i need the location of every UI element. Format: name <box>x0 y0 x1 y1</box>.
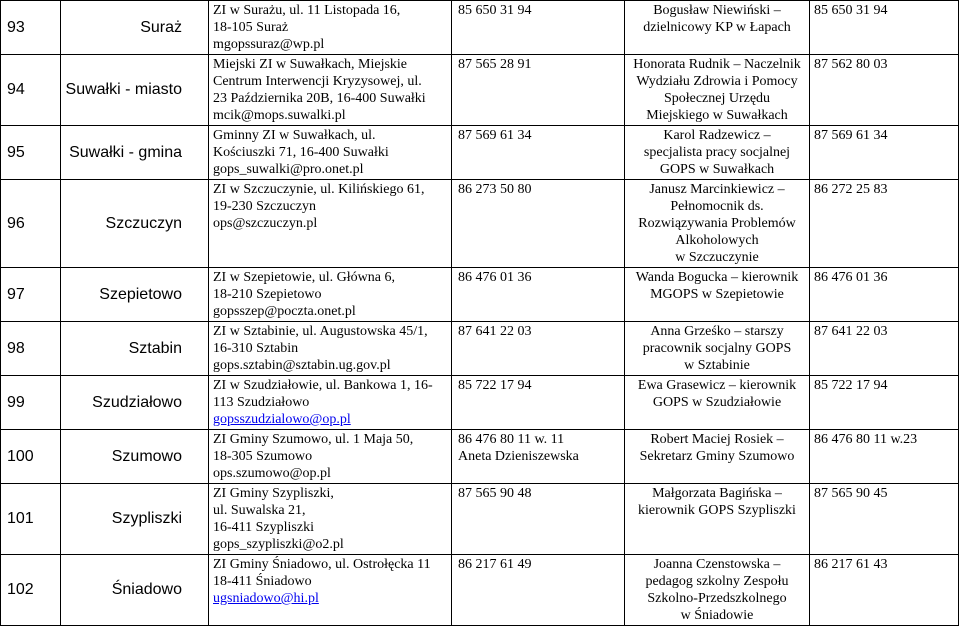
address-cell <box>209 430 452 484</box>
contact-line: Miejskiego w Suwałkach <box>646 108 788 123</box>
table-row <box>1 126 959 180</box>
contact-line: Robert Maciej Rosiek – <box>650 432 784 447</box>
contact-person-cell <box>625 430 810 484</box>
email-link[interactable]: gopsszep@poczta.onet.pl <box>213 304 356 319</box>
row-number: 100 <box>1 430 61 484</box>
gmina-name: Szczuczyn <box>61 180 209 268</box>
contact-line: Wydziału Zdrowia i Pomocy <box>636 74 798 89</box>
address-line: Gminny ZI w Suwałkach, ul. <box>213 128 376 143</box>
row-number: 99 <box>1 376 61 430</box>
email-link[interactable]: mcik@mops.suwalki.pl <box>213 108 346 123</box>
contact-line: GOPS w Szudziałowie <box>652 395 782 410</box>
table-row <box>1 430 959 484</box>
address-line: ZI w Szczuczynie, ul. Kilińskiego 61, <box>213 182 425 197</box>
contact-line: Szkolno-Przedszkolnego <box>647 591 787 606</box>
address-line: 23 Października 20B, 16-400 Suwałki <box>213 91 426 106</box>
contact-line: Rozwiązywania Problemów <box>638 216 796 231</box>
email-link[interactable]: gops_szypliszki@o2.pl <box>213 537 344 552</box>
address-line: 18-411 Śniadowo <box>213 574 312 589</box>
address-cell <box>209 55 452 126</box>
contact-person-cell <box>625 1 810 55</box>
address-line: ZI Gminy Śniadowo, ul. Ostrołęcka 11 <box>213 557 431 572</box>
contact-phone: 87 641 22 03 <box>810 322 959 376</box>
email-link[interactable]: gopsszudzialowo@op.pl <box>213 412 351 427</box>
contact-line: Joanna Czenstowska – <box>653 557 781 572</box>
address-line: Miejski ZI w Suwałkach, Miejskie <box>213 57 408 72</box>
contact-person-cell <box>625 322 810 376</box>
contact-phone: 87 569 61 34 <box>810 126 959 180</box>
contact-line: GOPS w Suwałkach <box>659 162 775 177</box>
contact-person-cell <box>625 484 810 555</box>
phone-cell <box>452 1 625 55</box>
address-line: 19-230 Szczuczyn <box>213 199 317 214</box>
row-number: 102 <box>1 555 61 626</box>
contact-line: pracownik socjalny GOPS <box>642 341 792 356</box>
phone-number: 85 722 17 94 <box>458 378 532 393</box>
contact-line: Ewa Grasewicz – kierownik <box>637 378 797 393</box>
row-number: 97 <box>1 268 61 322</box>
address-line: ZI Gminy Szumowo, ul. 1 Maja 50, <box>213 432 414 447</box>
table-row <box>1 376 959 430</box>
contact-person-cell <box>625 55 810 126</box>
table-row <box>1 55 959 126</box>
address-cell <box>209 126 452 180</box>
address-line: Kościuszki 71, 16-400 Suwałki <box>213 145 389 160</box>
email-link[interactable]: ops@szczuczyn.pl <box>213 216 318 231</box>
phone-cell <box>452 126 625 180</box>
contact-line: Karol Radzewicz – <box>663 128 771 143</box>
contact-phone: 86 272 25 83 <box>810 180 959 268</box>
table-body <box>1 1 959 626</box>
email-link[interactable]: gops.sztabin@sztabin.ug.gov.pl <box>213 358 391 373</box>
gmina-name: Suwałki - gmina <box>61 126 209 180</box>
address-line: ZI Gminy Szypliszki, <box>213 486 334 501</box>
table-row <box>1 1 959 55</box>
contact-line: Pełnomocnik ds. <box>670 199 764 214</box>
contact-person-cell <box>625 180 810 268</box>
address-line: ul. Suwalska 21, <box>213 503 306 518</box>
contact-line: w Sztabinie <box>684 358 750 373</box>
gmina-name: Śniadowo <box>61 555 209 626</box>
contact-phone: 86 476 01 36 <box>810 268 959 322</box>
contact-person-cell <box>625 555 810 626</box>
phone-cell <box>452 180 625 268</box>
gmina-name: Sztabin <box>61 322 209 376</box>
address-line: ZI w Szepietowie, ul. Główna 6, <box>213 270 395 285</box>
contact-person-cell <box>625 376 810 430</box>
address-line: ZI w Szudziałowie, ul. Bankowa 1, 16- <box>213 378 433 393</box>
contact-phone: 86 217 61 43 <box>810 555 959 626</box>
phone-cell <box>452 55 625 126</box>
contact-person-cell <box>625 268 810 322</box>
email-link[interactable]: mgopssuraz@wp.pl <box>213 37 325 52</box>
table-row <box>1 555 959 626</box>
contact-line: Alkoholowych <box>675 233 759 248</box>
phone-number: 87 565 28 91 <box>458 57 532 72</box>
address-cell <box>209 376 452 430</box>
contact-phone: 87 562 80 03 <box>810 55 959 126</box>
phone-number: 86 217 61 49 <box>458 557 532 572</box>
address-line: 18-210 Szepietowo <box>213 287 322 302</box>
contact-line: pedagog szkolny Zespołu <box>645 574 789 589</box>
address-cell <box>209 484 452 555</box>
address-cell <box>209 180 452 268</box>
contact-phone: 85 722 17 94 <box>810 376 959 430</box>
contact-line: Społecznej Urzędu <box>663 91 771 106</box>
address-line: 18-105 Suraż <box>213 20 289 35</box>
address-cell <box>209 322 452 376</box>
contact-line: Anna Grześko – starszy <box>650 324 784 339</box>
address-line: Centrum Interwencji Kryzysowej, ul. <box>213 74 422 89</box>
contact-line: Bogusław Niewiński – <box>653 3 781 18</box>
contact-phone: 87 565 90 45 <box>810 484 959 555</box>
contact-line: Janusz Marcinkiewicz – <box>649 182 785 197</box>
contact-line: Honorata Rudnik – Naczelnik <box>633 57 801 72</box>
contact-phone: 85 650 31 94 <box>810 1 959 55</box>
phone-cell <box>452 376 625 430</box>
address-cell <box>209 268 452 322</box>
gmina-name: Szypliszki <box>61 484 209 555</box>
table-row <box>1 484 959 555</box>
phone-cell <box>452 484 625 555</box>
address-line: 113 Szudziałowo <box>213 395 310 410</box>
email-link[interactable]: gops_suwalki@pro.onet.pl <box>213 162 364 177</box>
contact-line: specjalista pracy socjalnej <box>643 145 791 160</box>
address-line: ZI w Surażu, ul. 11 Listopada 16, <box>213 3 401 18</box>
email-link[interactable]: ops.szumowo@op.pl <box>213 466 331 481</box>
gmina-name: Suwałki - miasto <box>61 55 209 126</box>
gmina-name: Szudziałowo <box>61 376 209 430</box>
row-number: 93 <box>1 1 61 55</box>
phone-number: 86 476 01 36 <box>458 270 532 285</box>
gmina-name: Szepietowo <box>61 268 209 322</box>
phone-contact-name: Aneta Dzieniszewska <box>458 449 579 464</box>
contact-line: dzielnicowy KP w Łapach <box>643 20 791 35</box>
phone-number: 85 650 31 94 <box>458 3 532 18</box>
contact-line: w Śniadowie <box>680 608 754 623</box>
phone-cell <box>452 555 625 626</box>
phone-cell <box>452 322 625 376</box>
address-cell <box>209 1 452 55</box>
table-row <box>1 322 959 376</box>
gmina-name: Suraż <box>61 1 209 55</box>
contact-line: MGOPS w Szepietowie <box>650 287 784 302</box>
phone-number: 87 569 61 34 <box>458 128 532 143</box>
address-line: 18-305 Szumowo <box>213 449 313 464</box>
address-cell <box>209 555 452 626</box>
phone-number: 87 641 22 03 <box>458 324 532 339</box>
row-number: 96 <box>1 180 61 268</box>
row-number: 94 <box>1 55 61 126</box>
contact-line: Małgorzata Bagińska – <box>652 486 782 501</box>
phone-cell <box>452 430 625 484</box>
row-number: 95 <box>1 126 61 180</box>
address-line: 16-310 Sztabin <box>213 341 299 356</box>
phone-cell <box>452 268 625 322</box>
row-number: 101 <box>1 484 61 555</box>
contact-line: Sekretarz Gminy Szumowo <box>639 449 795 464</box>
address-line: 16-411 Szypliszki <box>213 520 314 535</box>
contact-line: kierownik GOPS Szypliszki <box>638 503 796 518</box>
table-row <box>1 268 959 322</box>
email-link[interactable]: ugsniadowo@hi.pl <box>213 591 319 606</box>
row-number: 98 <box>1 322 61 376</box>
contact-line: Wanda Bogucka – kierownik <box>635 270 799 285</box>
address-line: ZI w Sztabinie, ul. Augustowska 45/1, <box>213 324 428 339</box>
contact-phone: 86 476 80 11 w.23 <box>810 430 959 484</box>
phone-number: 86 476 80 11 w. 11 <box>458 432 565 447</box>
table-row <box>1 180 959 268</box>
contact-line: w Szczuczynie <box>675 250 759 265</box>
gmina-name: Szumowo <box>61 430 209 484</box>
phone-number: 87 565 90 48 <box>458 486 532 501</box>
contact-person-cell <box>625 126 810 180</box>
phone-number: 86 273 50 80 <box>458 182 532 197</box>
